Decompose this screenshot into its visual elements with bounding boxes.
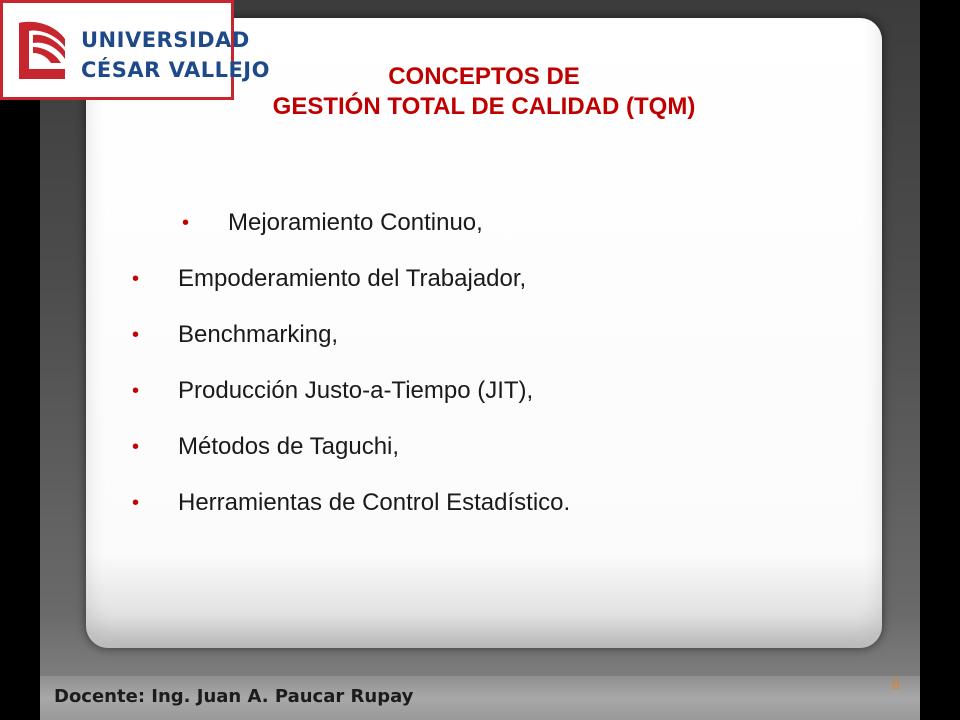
bullet-icon: • xyxy=(132,492,140,514)
list-item-text: Benchmarking, xyxy=(178,321,339,348)
list-item-text: Herramientas de Control Estadístico. xyxy=(178,489,571,516)
list-item xyxy=(128,259,828,315)
page-number: 8 xyxy=(892,676,900,692)
list-item-text: Métodos de Taguchi, xyxy=(178,433,400,460)
slide-title-line2: GESTIÓN TOTAL DE CALIDAD (TQM) xyxy=(272,93,696,120)
list-item xyxy=(128,315,828,371)
bullet-icon: • xyxy=(182,212,190,234)
bullet-icon: • xyxy=(132,380,140,402)
list-item-text: Mejoramiento Continuo, xyxy=(228,209,483,236)
list-item-text: Empoderamiento del Trabajador, xyxy=(178,265,527,292)
university-name-line1: UNIVERSIDAD xyxy=(81,28,250,52)
concept-list xyxy=(128,203,828,539)
bullet-icon: • xyxy=(132,436,140,458)
list-item xyxy=(128,427,828,483)
university-name-line2: CÉSAR VALLEJO xyxy=(81,58,270,82)
slide-title xyxy=(86,62,882,122)
bullet-icon: • xyxy=(132,324,140,346)
slide-title-line1: CONCEPTOS DE xyxy=(388,63,580,90)
list-item xyxy=(128,371,828,427)
list-item xyxy=(128,483,828,539)
bullet-icon: • xyxy=(132,268,140,290)
list-item-text: Producción Justo-a-Tiempo (JIT), xyxy=(178,377,534,404)
docente-label: Docente: Ing. Juan A. Paucar Rupay xyxy=(54,686,414,707)
list-item xyxy=(128,203,828,259)
university-logo-icon xyxy=(15,17,69,85)
